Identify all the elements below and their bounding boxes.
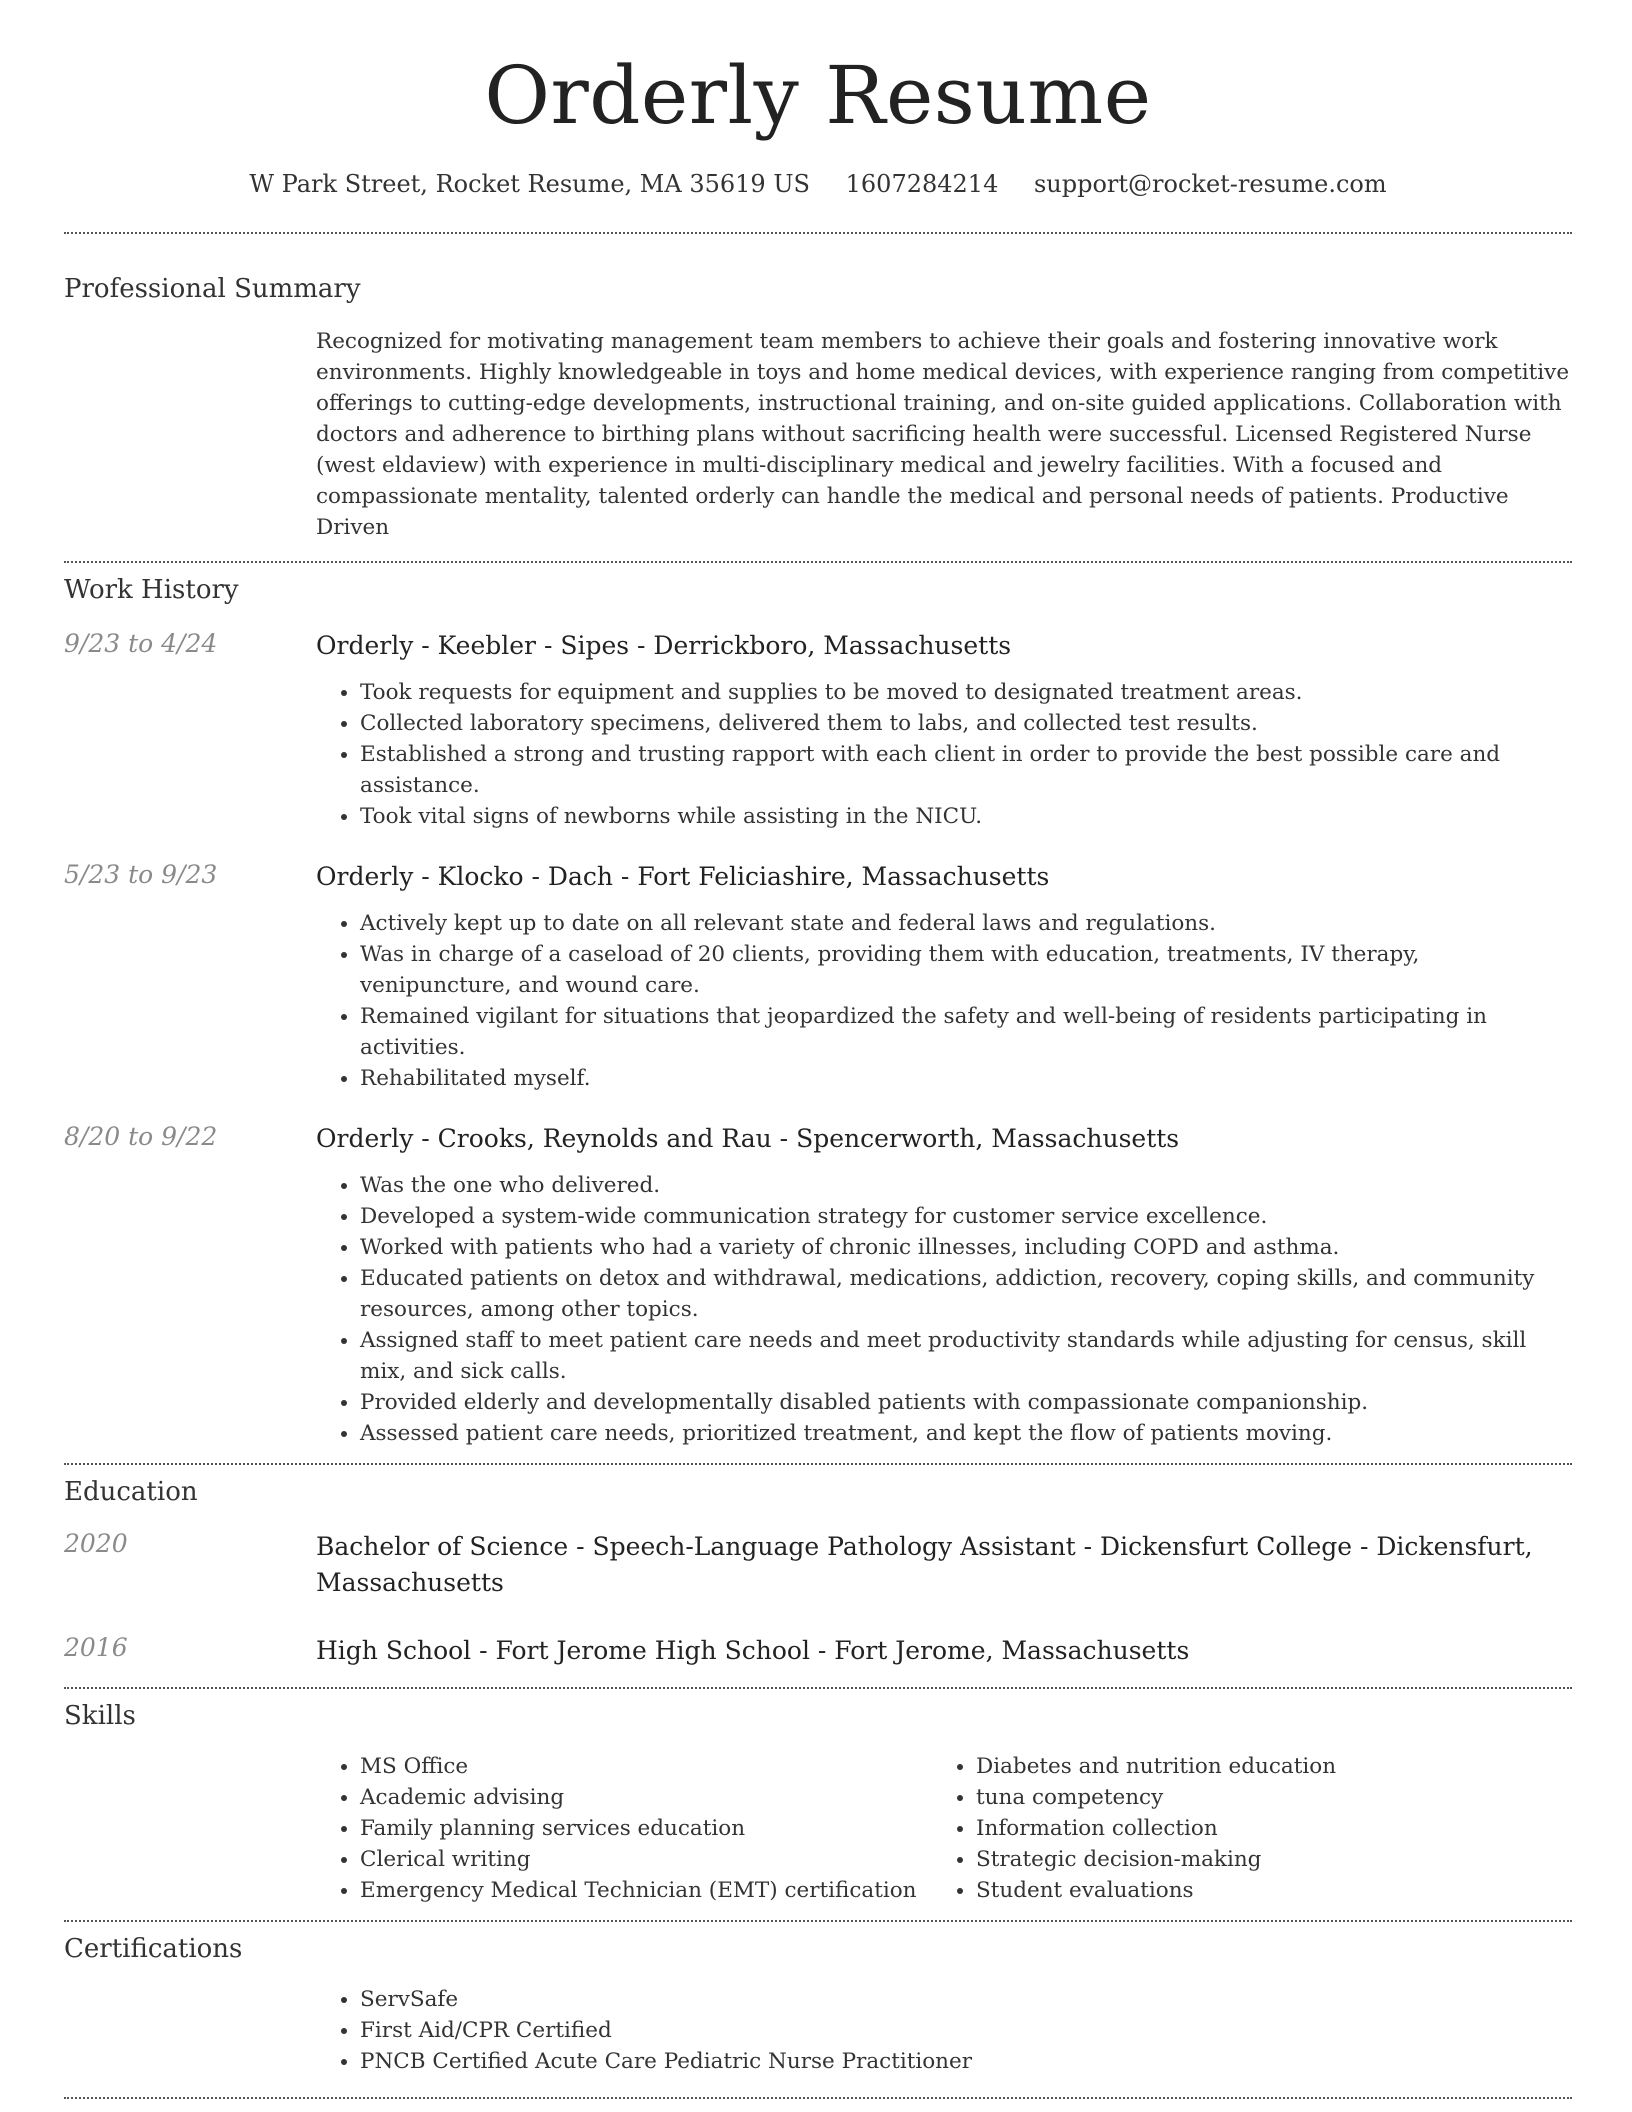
list-item: • PNCB Certified Acute Care Pediatric Nurse Practitioner: [360, 2046, 1572, 2077]
education-entry: [64, 1633, 1572, 1669]
list-item: • Academic advising: [360, 1782, 932, 1813]
skills-list-left: [316, 1751, 932, 1906]
job-entry: [64, 629, 1572, 832]
contact-phone: 1607284214: [845, 170, 999, 198]
skills-row: [64, 1751, 1572, 1906]
list-item: • Diabetes and nutrition education: [976, 1751, 1548, 1782]
certifications-spacer: [64, 1984, 316, 2077]
summary-text: Recognized for motivating management team members to achieve their goals and fostering innovative work environments. Highly knowledgeable in toys and home medical devices, with experience ranging from competitive offerings to cutting-edge developments, instructional training, and on-site guided applications. Collaboration with doctors and adherence to birthing plans without sacrificing health were successful. Licensed Registered Nurse (west eldaview) with experience in multi-disciplinary medical and jewelry facilities. With a focused and compassionate mentality, talented orderly can handle the medical and personal needs of patients. Productive Driven: [316, 329, 1570, 540]
divider: [64, 561, 1572, 563]
list-item: • tuna competency: [976, 1782, 1548, 1813]
resume-page: [64, 0, 1572, 2099]
summary-spacer: [64, 326, 316, 543]
summary-row: [64, 326, 1572, 543]
divider: [64, 1920, 1572, 1922]
list-item: • Emergency Medical Technician (EMT) certification: [360, 1875, 932, 1906]
job-bullets: [316, 1170, 1572, 1449]
list-item: • Collected laboratory specimens, delivered them to labs, and collected test results.: [360, 708, 1572, 739]
list-item: • Clerical writing: [360, 1844, 932, 1875]
education-year: 2016: [64, 1633, 128, 1662]
job-entry: [64, 860, 1572, 1094]
list-item: • Remained vigilant for situations that jeopardized the safety and well-being of residents participating in activities.: [360, 1001, 1572, 1063]
list-item: • Provided elderly and developmentally disabled patients with compassionate companionship.: [360, 1387, 1572, 1418]
list-item: • Actively kept up to date on all relevant state and federal laws and regulations.: [360, 908, 1572, 939]
certifications-section-title: Certifications: [64, 1934, 243, 1964]
work-section-title: Work History: [64, 575, 239, 605]
job-dates: 5/23 to 9/23: [64, 860, 218, 889]
job-entry: [64, 1122, 1572, 1449]
list-item: • Took vital signs of newborns while assisting in the NICU.: [360, 801, 1572, 832]
education-title: High School - Fort Jerome High School - Fort Jerome, Massachusetts: [316, 1636, 1190, 1665]
skills-list-right: [932, 1751, 1548, 1906]
skills-columns: [316, 1751, 1572, 1906]
skills-spacer: [64, 1751, 316, 1906]
list-item: • Rehabilitated myself.: [360, 1063, 1572, 1094]
education-section-title: Education: [64, 1477, 198, 1507]
list-item: • Student evaluations: [976, 1875, 1548, 1906]
divider: [64, 1463, 1572, 1465]
list-item: • Was in charge of a caseload of 20 clients, providing them with education, treatments, IV therapy, venipuncture, and wound care.: [360, 939, 1572, 1001]
job-bullets: [316, 677, 1572, 832]
certifications-list: [316, 1984, 1572, 2077]
job-dates: 8/20 to 9/22: [64, 1122, 218, 1151]
job-dates: 9/23 to 4/24: [64, 629, 218, 658]
summary-section-title: Professional Summary: [64, 274, 361, 304]
list-item: • ServSafe: [360, 1984, 1572, 2015]
contact-line: [64, 170, 1572, 198]
divider: [64, 1687, 1572, 1689]
list-item: • Took requests for equipment and supplies to be moved to designated treatment areas.: [360, 677, 1572, 708]
list-item: • Information collection: [976, 1813, 1548, 1844]
list-item: • Family planning services education: [360, 1813, 932, 1844]
education-title: Bachelor of Science - Speech-Language Pathology Assistant - Dickensfurt College - Dickensfurt, Massachusetts: [316, 1532, 1533, 1597]
resume-name: Orderly Resume: [484, 49, 1152, 142]
list-item: • MS Office: [360, 1751, 932, 1782]
education-entry: [64, 1529, 1572, 1601]
list-item: • First Aid/CPR Certified: [360, 2015, 1572, 2046]
list-item: • Educated patients on detox and withdrawal, medications, addiction, recovery, coping skills, and community resources, among other topics.: [360, 1263, 1572, 1325]
skills-section-title: Skills: [64, 1701, 136, 1731]
education-year: 2020: [64, 1529, 128, 1558]
contact-address: W Park Street, Rocket Resume, MA 35619 US: [249, 170, 810, 198]
list-item: • Developed a system-wide communication strategy for customer service excellence.: [360, 1201, 1572, 1232]
job-bullets: [316, 908, 1572, 1094]
list-item: • Worked with patients who had a variety of chronic illnesses, including COPD and asthma.: [360, 1232, 1572, 1263]
list-item: • Assessed patient care needs, prioritized treatment, and kept the flow of patients moving.: [360, 1418, 1572, 1449]
job-title: Orderly - Crooks, Reynolds and Rau - Spencerworth, Massachusetts: [316, 1124, 1180, 1153]
list-item: • Was the one who delivered.: [360, 1170, 1572, 1201]
list-item: • Established a strong and trusting rapport with each client in order to provide the best possible care and assistance.: [360, 739, 1572, 801]
job-title: Orderly - Klocko - Dach - Fort Feliciashire, Massachusetts: [316, 862, 1050, 891]
contact-email: support@rocket-resume.com: [1033, 170, 1387, 198]
certifications-row: [64, 1984, 1572, 2077]
divider: [64, 2097, 1572, 2099]
list-item: • Assigned staff to meet patient care needs and meet productivity standards while adjusting for census, skill mix, and sick calls.: [360, 1325, 1572, 1387]
job-title: Orderly - Keebler - Sipes - Derrickboro, Massachusetts: [316, 631, 1012, 660]
list-item: • Strategic decision-making: [976, 1844, 1548, 1875]
divider: [64, 232, 1572, 234]
